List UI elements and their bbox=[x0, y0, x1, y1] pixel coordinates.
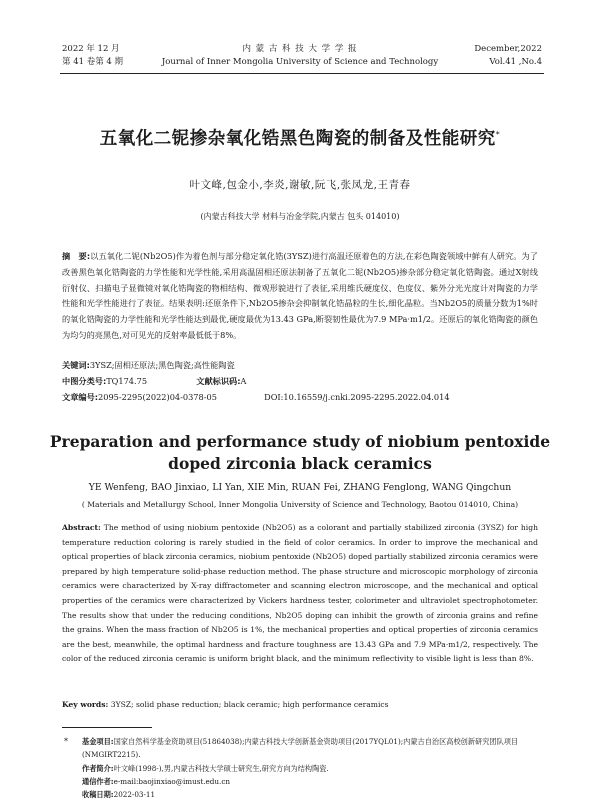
received-label: 收稿日期: bbox=[82, 790, 114, 799]
header-journal-en: Journal of Inner Mongolia University of Science and Technology bbox=[161, 57, 439, 67]
title-cn-text: 五氧化二铌掺杂氧化锆黑色陶瓷的制备及性能研究 bbox=[99, 129, 496, 149]
footnote-received bbox=[82, 788, 538, 801]
author-bio-label: 作者简介: bbox=[82, 764, 114, 773]
fund-text: 国家自然科学基金资助项目(51864038);内蒙古科技大学创新基金资助项目(2017YQL01);内蒙古自治区高校创新研究团队项目(NMGIRT2215). bbox=[82, 737, 519, 759]
footnote-star: * bbox=[64, 737, 68, 746]
header-journal-cn: 内 蒙 古 科 技 大 学 学 报 bbox=[242, 44, 358, 54]
abstract-en-text: The method of using niobium pentoxide (Nb2O5) as a colorant and partially stabilized zirconia (3YSZ) for high temperature reduction coloring is rarely studied in the field of color ceramics. In order to improve the mechanical and optical properties of black zirconia ceramics, niobium pentoxide (Nb2O5) doped partially stabilized zirconia ceramics were prepared by high temperature solid-phase reduction method. The phase structure and microscopic morphology of zirconia ceramics were characterized by X-ray diffractometer and scanning electron microscope, and the mechanical and optical properties of the ceramics were characterized by Vickers hardness tester, colorimeter and ultraviolet spectrophotometer. The results show that under the reducing conditions, Nb2O5 doping can inhibit the growth of zirconia grains and refine the grains. When the mass fraction of Nb2O5 is 1%, the mechanical properties and optical properties of zirconia ceramics are the best, meanwhile, the optimal hardness and fracture toughness are 13.43 GPa and 7.9 MPa·m1/2, respectively. The color of the reduced zirconia ceramic is uniform bright black, and the minimum reflectivity to visible light is less than 8%. bbox=[62, 523, 538, 664]
keywords-en-label: Key words: bbox=[62, 700, 109, 709]
corr-email[interactable]: e-mail:baojinxiao@imust.edu.cn bbox=[113, 777, 230, 786]
article-no-label: 文章编号: bbox=[62, 392, 99, 402]
footnote-author bbox=[82, 762, 538, 775]
authors-cn: 叶文峰,包金小,李炎,谢敏,阮飞,张凤龙,王青春 bbox=[189, 179, 411, 191]
keywords-cn-text: 3YSZ;固相还原法;黑色陶瓷;高性能陶瓷 bbox=[89, 360, 235, 370]
author-bio-text: 叶文峰(1998-),男,内蒙古科技大学硕士研究生,研究方向为结构陶瓷. bbox=[113, 764, 329, 773]
header-volume-cn: 第 41 卷第 4 期 bbox=[62, 57, 124, 67]
abstract-en bbox=[62, 521, 538, 667]
corr-label: 通信作者: bbox=[82, 777, 114, 786]
clc-label: 中图分类号: bbox=[62, 376, 107, 386]
keywords-cn bbox=[62, 360, 235, 371]
keywords-en bbox=[62, 700, 538, 709]
abstract-en-label: Abstract: bbox=[62, 523, 101, 532]
header-date-cn: 2022 年 12 月 bbox=[62, 44, 120, 54]
classification-row bbox=[62, 376, 246, 387]
title-en bbox=[0, 431, 600, 475]
keywords-en-text: 3YSZ; solid phase reduction; black ceramic; high performance ceramics bbox=[110, 700, 389, 709]
title-cn bbox=[0, 125, 600, 150]
footnote-divider bbox=[62, 727, 152, 728]
title-en-line2: doped zirconia black ceramics bbox=[168, 454, 432, 473]
header-issue-en bbox=[474, 43, 542, 69]
fund-label: 基金项目: bbox=[82, 737, 114, 746]
header-divider bbox=[60, 73, 544, 74]
affiliation-en: ( Materials and Metallurgy School, Inner Mongolia University of Science and Technology, Baotou 014010, China) bbox=[81, 500, 519, 509]
doi: DOI:10.16559/j.cnki.2095-2295.2022.04.014 bbox=[264, 392, 450, 402]
doc-code-label: 文献标识码: bbox=[196, 376, 241, 386]
abstract-cn-text: 以五氧化二铌(Nb2O5)作为着色剂与部分稳定氧化锆(3YSZ)进行高温还原着色的方法,在彩色陶瓷领域中鲜有人研究。为了改善黑色氧化锆陶瓷的力学性能和光学性能,采用高温固相还原法制备了五氧化二铌(Nb2O5)掺杂部分稳定氧化锆陶瓷。通过X射线衍射仪、扫描电子显微镜对氧化锆陶瓷的物相结构、微观形貌进行了表征,采用维氏硬度仪、色度仪、紫外分光光度计对陶瓷的力学性能和光学性能进行了表征。结果表明:还原条件下,Nb2O5掺杂会抑制氧化锆晶粒的生长,细化晶粒。当Nb2O5的质量分数为1%时的氧化锆陶瓷的力学性能和光学性能达到最优,硬度最优为13.43 GPa,断裂韧性最优为7.9 MPa·m1/2。还原后的氧化锆陶瓷的颜色为均匀的亮黑色,对可见光的反射率最低低于8%。 bbox=[62, 251, 538, 340]
header-volume-en: Vol.41 ,No.4 bbox=[489, 57, 542, 67]
footnote-fund bbox=[82, 735, 538, 761]
clc-value: TQ174.75 bbox=[106, 376, 148, 386]
footnote-corresponding bbox=[82, 775, 538, 788]
title-en-line1: Preparation and performance study of niobium pentoxide bbox=[49, 432, 551, 451]
article-no-value: 2095-2295(2022)04-0378-05 bbox=[98, 392, 217, 402]
affiliation-cn: (内蒙古科技大学 材料与冶金学院,内蒙古 包头 014010) bbox=[200, 212, 400, 221]
abstract-cn bbox=[62, 249, 538, 344]
doc-code-value: A bbox=[240, 376, 247, 386]
received-date: 2022-03-11 bbox=[113, 790, 156, 799]
keywords-cn-label: 关键词: bbox=[62, 360, 90, 370]
title-cn-footnote-mark: * bbox=[495, 130, 501, 140]
authors-en: YE Wenfeng, BAO Jinxiao, LI Yan, XIE Min, RUAN Fei, ZHANG Fenglong, WANG Qingchun bbox=[88, 482, 512, 493]
header-date-en: December,2022 bbox=[474, 44, 542, 54]
abstract-cn-label: 摘 要: bbox=[62, 251, 91, 261]
article-number-row bbox=[62, 392, 450, 403]
